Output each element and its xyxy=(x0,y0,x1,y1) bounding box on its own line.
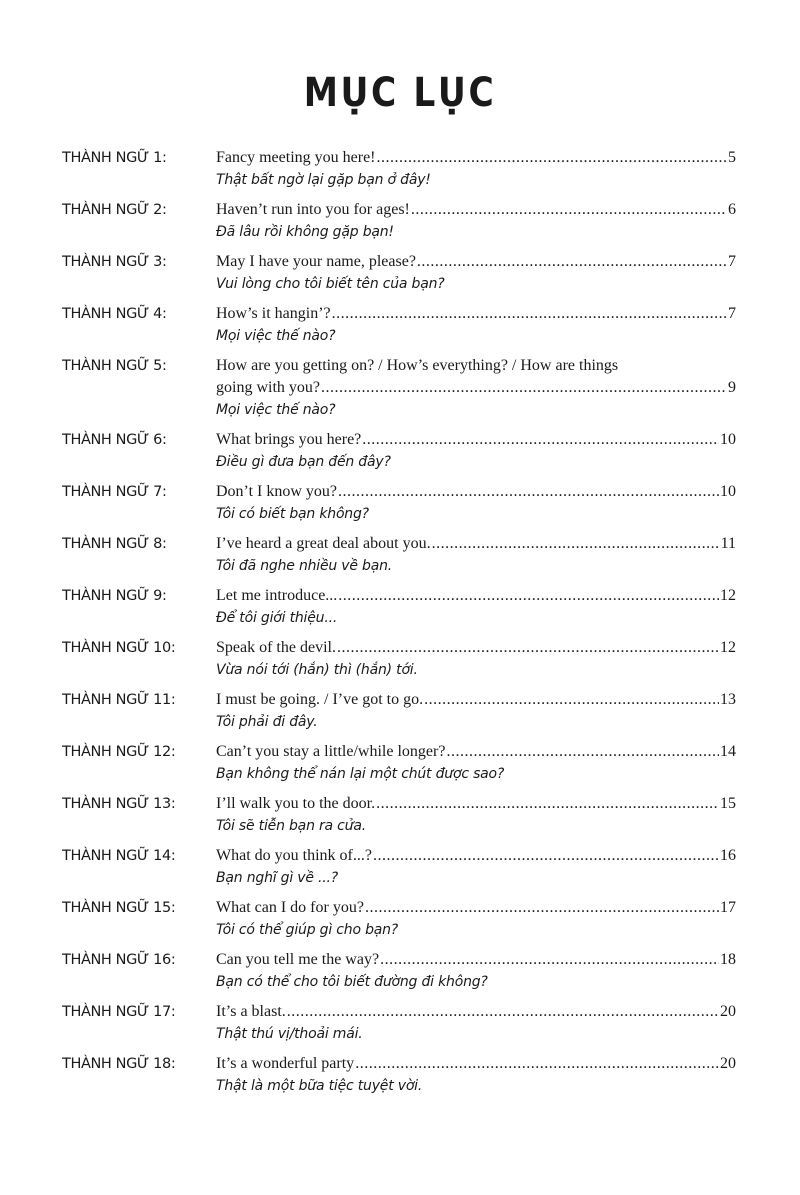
entry-label: THÀNH NGỮ 12: xyxy=(62,744,176,760)
entry-label: THÀNH NGỮ 11: xyxy=(62,692,176,708)
entry-english: Don’t I know you? xyxy=(216,483,338,500)
page-number: 10 xyxy=(720,483,736,500)
page-number: 9 xyxy=(728,379,736,396)
entry-label: THÀNH NGỮ 5: xyxy=(62,358,167,374)
entry-english: Let me introduce... xyxy=(216,587,338,604)
dot-leader xyxy=(337,637,719,659)
entry-english: It’s a wonderful party xyxy=(216,1055,355,1072)
entry-vietnamese: Vừa nói tới (hắn) thì (hắn) tới. xyxy=(216,662,418,678)
entry-vietnamese: Vui lòng cho tôi biết tên của bạn? xyxy=(216,276,445,292)
dot-leader xyxy=(338,481,719,503)
entry-vietnamese: Tôi sẽ tiễn bạn ra cửa. xyxy=(216,818,366,834)
entry-vietnamese: Bạn có thể cho tôi biết đường đi không? xyxy=(216,974,488,990)
entry-vietnamese: Đã lâu rồi không gặp bạn! xyxy=(216,224,394,240)
entry-vietnamese: Thật thú vị/thoải mái. xyxy=(216,1026,363,1042)
entry-english-prefix: How are you getting on? / How’s everything? / How are things xyxy=(216,357,619,374)
entry-english-line xyxy=(216,845,736,867)
entry-label: THÀNH NGỮ 4: xyxy=(62,306,167,322)
dot-leader xyxy=(432,533,720,555)
entry-vietnamese: Tôi đã nghe nhiều về bạn. xyxy=(216,558,393,574)
dot-leader xyxy=(338,585,719,607)
entry-label: THÀNH NGỮ 18: xyxy=(62,1056,176,1072)
entry-english: I’ve heard a great deal about you. xyxy=(216,535,431,552)
entry-english: Can you tell me the way? xyxy=(216,951,380,968)
entry-body xyxy=(216,429,736,473)
page-number: 5 xyxy=(728,149,736,166)
entry-label: THÀNH NGỮ 15: xyxy=(62,900,176,916)
entry-english-line xyxy=(216,429,736,451)
page-number: 10 xyxy=(720,431,736,448)
entry-body xyxy=(216,741,736,785)
entry-english: What do you think of...? xyxy=(216,847,372,864)
page-number: 6 xyxy=(728,201,736,218)
page-number: 16 xyxy=(720,847,736,864)
page-number: 12 xyxy=(720,639,736,656)
entry-english-line xyxy=(216,585,736,607)
entry-vietnamese: Mọi việc thế nào? xyxy=(216,402,336,418)
entry-body xyxy=(216,199,736,243)
page-number: 17 xyxy=(720,899,736,916)
page-number: 20 xyxy=(720,1003,736,1020)
entry-vietnamese: Thật bất ngờ lại gặp bạn ở đây! xyxy=(216,172,431,188)
entry-english-line xyxy=(216,793,736,815)
entry-body xyxy=(216,355,736,421)
entry-english-line xyxy=(216,377,736,399)
entry-label: THÀNH NGỮ 6: xyxy=(62,432,167,448)
entry-english: Haven’t run into you for ages! xyxy=(216,201,410,218)
entry-vietnamese: Mọi việc thế nào? xyxy=(216,328,336,344)
entry-english-line xyxy=(216,303,736,325)
entry-label: THÀNH NGỮ 10: xyxy=(62,640,176,656)
dot-leader xyxy=(377,147,728,169)
entry-english: May I have your name, please? xyxy=(216,253,416,270)
page-title: MỤC LỤC xyxy=(303,70,497,116)
entry-english-line xyxy=(216,481,736,503)
entry-label: THÀNH NGỮ 14: xyxy=(62,848,176,864)
page-number: 12 xyxy=(720,587,736,604)
entry-body xyxy=(216,585,736,629)
dot-leader xyxy=(321,377,727,399)
page-number: 20 xyxy=(720,1055,736,1072)
entry-label: THÀNH NGỮ 1: xyxy=(62,150,167,166)
entry-label: THÀNH NGỮ 17: xyxy=(62,1004,176,1020)
dot-leader xyxy=(362,429,719,451)
entry-english: I’ll walk you to the door. xyxy=(216,795,376,812)
entry-body xyxy=(216,845,736,889)
entry-english-line xyxy=(216,741,736,763)
entry-english: Speak of the devil. xyxy=(216,639,336,656)
dot-leader xyxy=(365,897,719,919)
entry-english-line xyxy=(216,897,736,919)
page-number: 7 xyxy=(728,305,736,322)
entry-label: THÀNH NGỮ 7: xyxy=(62,484,167,500)
entry-body xyxy=(216,303,736,347)
page-number: 11 xyxy=(720,535,736,552)
entry-label: THÀNH NGỮ 3: xyxy=(62,254,167,270)
entry-english: How’s it hangin’? xyxy=(216,305,331,322)
entry-english-line xyxy=(216,533,736,555)
entry-english-line xyxy=(216,1053,736,1075)
entry-vietnamese: Tôi phải đi đây. xyxy=(216,714,318,730)
dot-leader xyxy=(446,741,719,763)
dot-leader xyxy=(411,199,727,221)
entry-body xyxy=(216,147,736,191)
entry-vietnamese: Bạn không thể nán lại một chút được sao? xyxy=(216,766,505,782)
page-number: 14 xyxy=(720,743,736,760)
entry-label: THÀNH NGỮ 16: xyxy=(62,952,176,968)
dot-leader xyxy=(287,1001,719,1023)
entry-label: THÀNH NGỮ 8: xyxy=(62,536,167,552)
entry-english-line xyxy=(216,689,736,711)
entry-english: What can I do for you? xyxy=(216,899,364,916)
entry-vietnamese: Để tôi giới thiệu... xyxy=(216,610,338,626)
entry-english: Can’t you stay a little/while longer? xyxy=(216,743,446,760)
entry-label: THÀNH NGỮ 2: xyxy=(62,202,167,218)
entry-english-line xyxy=(216,637,736,659)
entry-body xyxy=(216,949,736,993)
entry-vietnamese: Thật là một bữa tiệc tuyệt vời. xyxy=(216,1078,423,1094)
page-number: 13 xyxy=(720,691,736,708)
entry-english: It’s a blast. xyxy=(216,1003,286,1020)
entry-vietnamese: Điều gì đưa bạn đến đây? xyxy=(216,454,391,470)
page-number: 7 xyxy=(728,253,736,270)
entry-english-line xyxy=(216,147,736,169)
dot-leader xyxy=(417,251,727,273)
entry-english-line xyxy=(216,1001,736,1023)
dot-leader xyxy=(376,793,719,815)
entry-label: THÀNH NGỮ 13: xyxy=(62,796,176,812)
entry-body xyxy=(216,1053,736,1097)
entry-body xyxy=(216,637,736,681)
dot-leader xyxy=(380,949,719,971)
entry-english: What brings you here? xyxy=(216,431,362,448)
entry-english-line xyxy=(216,199,736,221)
entry-english: going with you? xyxy=(216,379,320,396)
entry-english: Fancy meeting you here! xyxy=(216,149,376,166)
entry-english: I must be going. / I’ve got to go. xyxy=(216,691,424,708)
dot-leader xyxy=(424,689,719,711)
entry-body xyxy=(216,793,736,837)
entry-body xyxy=(216,897,736,941)
entry-body xyxy=(216,251,736,295)
page-number: 18 xyxy=(720,951,736,968)
entry-body xyxy=(216,533,736,577)
entry-body xyxy=(216,1001,736,1045)
entry-english-line xyxy=(216,251,736,273)
entry-label: THÀNH NGỮ 9: xyxy=(62,588,167,604)
entry-body xyxy=(216,689,736,733)
page-number: 15 xyxy=(720,795,736,812)
entry-vietnamese: Bạn nghĩ gì về ...? xyxy=(216,870,339,886)
dot-leader xyxy=(373,845,719,867)
entry-vietnamese: Tôi có thể giúp gì cho bạn? xyxy=(216,922,399,938)
dot-leader xyxy=(355,1053,719,1075)
entry-english-line xyxy=(216,949,736,971)
entry-vietnamese: Tôi có biết bạn không? xyxy=(216,506,369,522)
entry-body xyxy=(216,481,736,525)
dot-leader xyxy=(332,303,727,325)
